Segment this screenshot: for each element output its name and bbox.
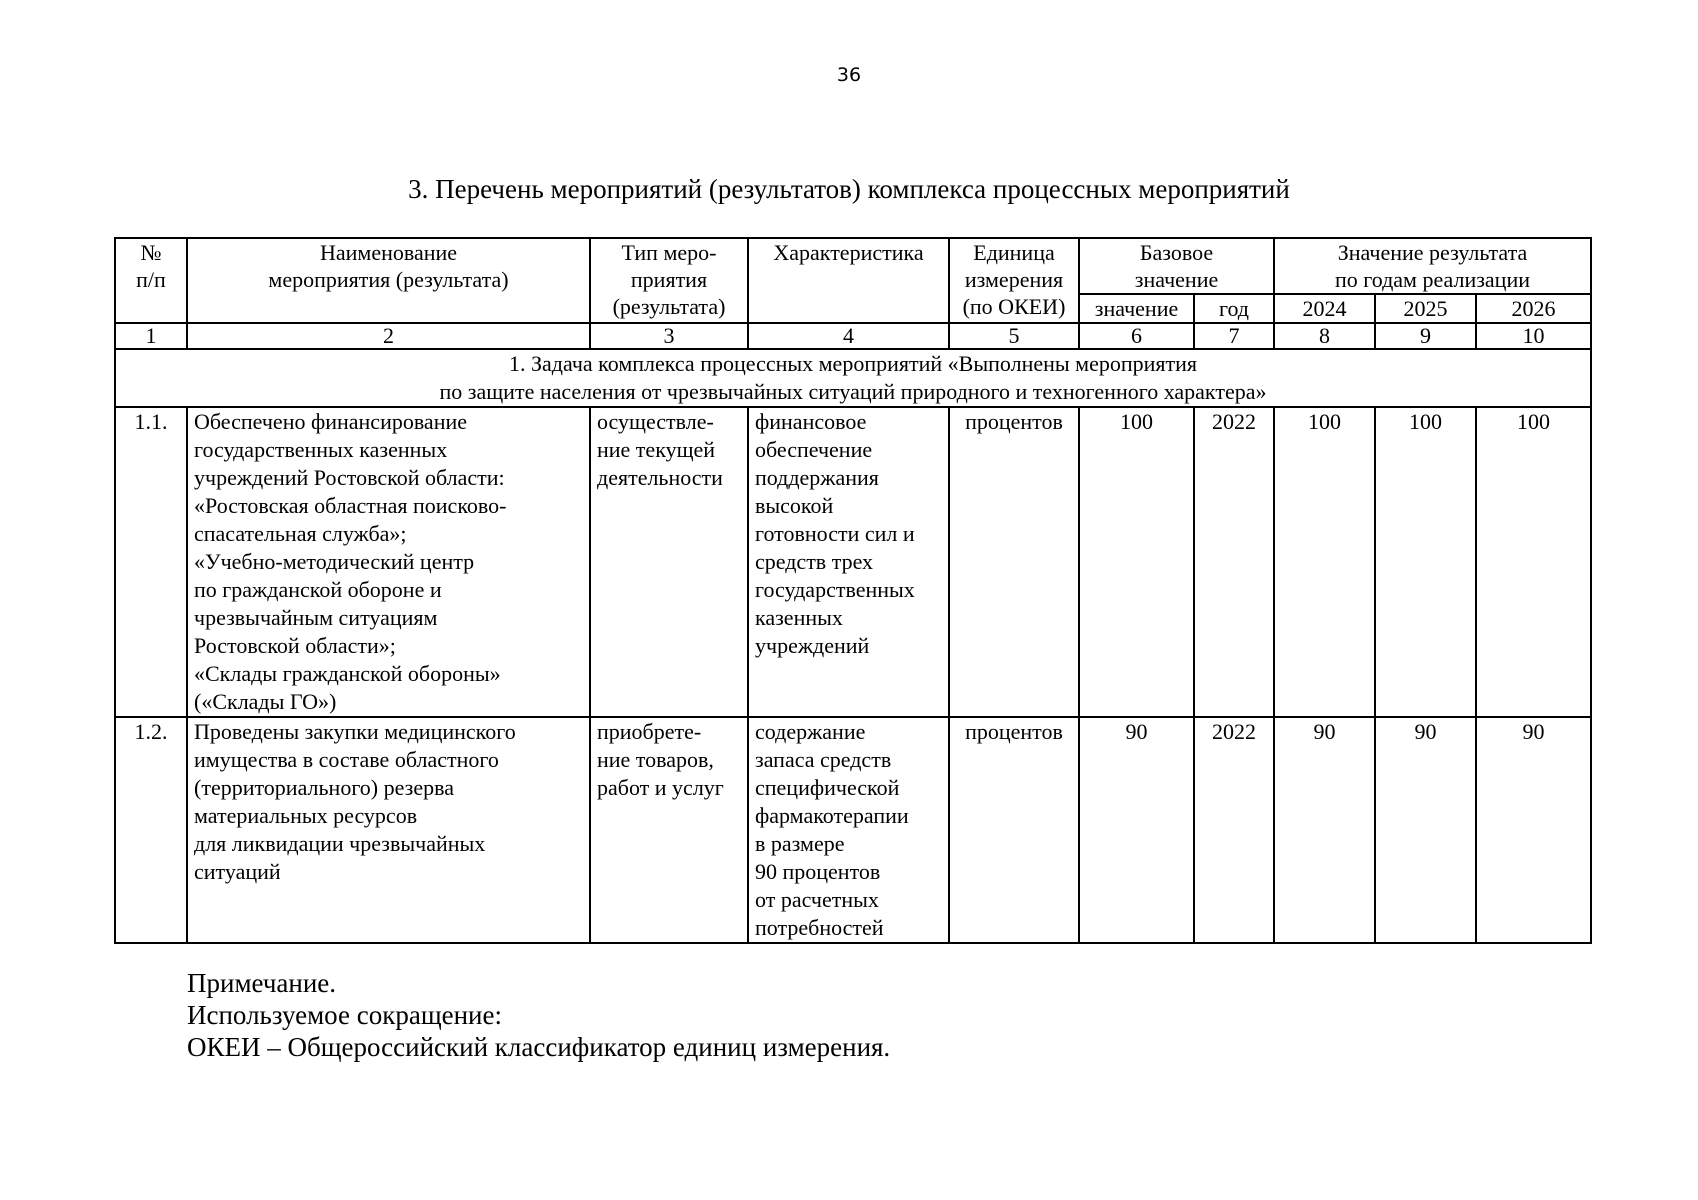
column-number: 7 [1194,323,1274,349]
row-type: осуществле- ние текущей деятельности [590,407,748,717]
task-title: 1. Задача комплекса процессных мероприятий «Выполнены мероприятия по защите населения от чрезвычайных ситуаций природного и техногенного характера» [115,349,1591,407]
column-number: 6 [1079,323,1194,349]
row-characteristic: финансовое обеспечение поддержания высокой готовности сил и средств трех государственных казенных учреждений [748,407,949,717]
row-value-2025: 90 [1375,717,1476,943]
row-name: Обеспечено финансирование государственных казенных учреждений Ростовской области: «Ростовская областная поисково- спасательная служба»; «Учебно-методический центр по гражданской обороне и чрезвычайным ситуациям Ростовской области»; «Склады гражданской обороны» («Склады ГО») [187,407,590,717]
section-title: 3. Перечень мероприятий (результатов) комплекса процессных мероприятий [408,174,1290,204]
activities-table [114,237,1592,944]
row-value-2026: 100 [1476,407,1591,717]
header-type: Тип меро- приятия (результата) [590,238,748,323]
task-row [115,349,1591,407]
header-name: Наименование мероприятия (результата) [187,238,590,323]
header-year-2026: 2026 [1476,294,1591,323]
header-year-2024: 2024 [1274,294,1375,323]
column-number: 2 [187,323,590,349]
column-number: 3 [590,323,748,349]
row-value-2026: 90 [1476,717,1591,943]
column-number-row [115,323,1591,349]
row-unit: процентов [949,407,1079,717]
row-base-year: 2022 [1194,717,1274,943]
row-unit: процентов [949,717,1079,943]
row-type: приобрете- ние товаров, работ и услуг [590,717,748,943]
table-row [115,717,1591,943]
note-abbrev-okei: ОКЕИ – Общероссийский классификатор единиц измерения. [187,1032,891,1062]
row-value-2025: 100 [1375,407,1476,717]
header-base-value: значение [1079,294,1194,323]
row-value-2024: 100 [1274,407,1375,717]
column-number: 9 [1375,323,1476,349]
header-unit: Единица измерения (по ОКЕИ) [949,238,1079,323]
notes [187,967,890,1063]
note-title: Примечание. [187,968,337,998]
header-year-2025: 2025 [1375,294,1476,323]
note-abbrev-heading: Используемое сокращение: [187,1000,502,1030]
row-base-value: 100 [1079,407,1194,717]
row-base-year: 2022 [1194,407,1274,717]
column-number: 10 [1476,323,1591,349]
row-name: Проведены закупки медицинского имущества в составе областного (территориального) резерва материальных ресурсов для ликвидации чрезвычайных ситуаций [187,717,590,943]
page-number: 36 [836,64,862,86]
header-num: № п/п [115,238,187,323]
header-row [115,238,1591,294]
header-result: Значение результата по годам реализации [1274,238,1591,294]
row-value-2024: 90 [1274,717,1375,943]
column-number: 4 [748,323,949,349]
row-base-value: 90 [1079,717,1194,943]
table-row [115,407,1591,717]
header-base: Базовое значение [1079,238,1274,294]
row-characteristic: содержание запаса средств специфической фармакотерапии в размере 90 процентов от расчетных потребностей [748,717,949,943]
header-base-year: год [1194,294,1274,323]
column-number: 5 [949,323,1079,349]
row-num: 1.2. [115,717,187,943]
column-number: 8 [1274,323,1375,349]
column-number: 1 [115,323,187,349]
header-characteristic: Характеристика [748,238,949,323]
row-num: 1.1. [115,407,187,717]
